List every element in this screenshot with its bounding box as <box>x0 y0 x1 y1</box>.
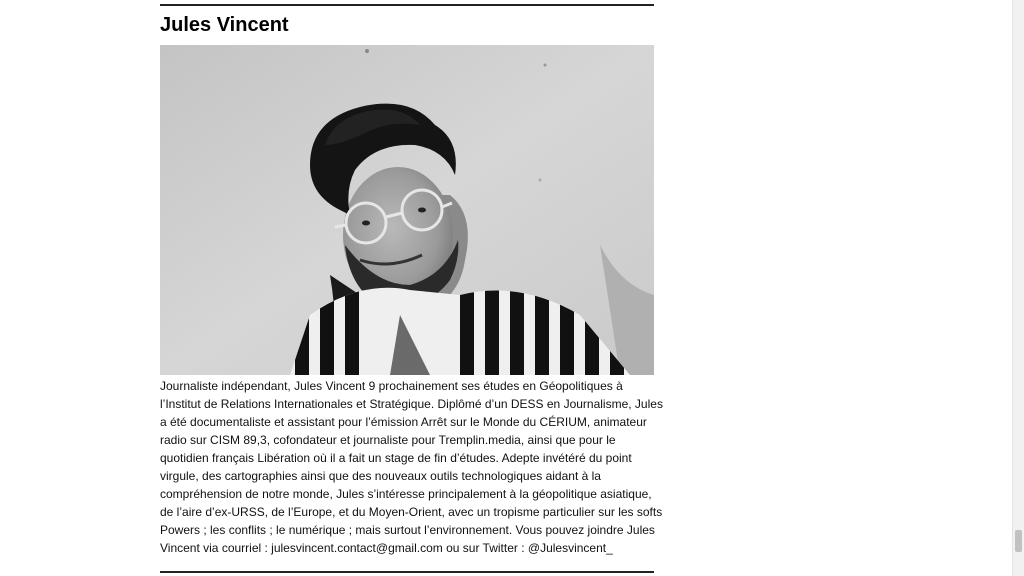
bio-line: de l’aire d’ex-URSS, de l’Europe, et du Moyen-Orient, avec un tropisme particulier sur les softs <box>160 505 663 519</box>
bio-line: Vincent via courriel : julesvincent.contact@gmail.com ou sur Twitter : @Julesvincent_ <box>160 541 613 555</box>
portrait-photo-icon <box>160 45 654 375</box>
bio-line: l’Institut de Relations Internationales et Stratégique. Diplômé d’un DESS en Journalisme, Jules <box>160 397 663 411</box>
bottom-divider <box>160 571 654 573</box>
vertical-scrollbar[interactable] <box>1012 0 1024 576</box>
bio-line: a été documentaliste et assistant pour l’émission Arrêt sur le Monde du CÉRIUM, animateur <box>160 415 647 429</box>
bio-line: virgule, des cartographies ainsi que des nouveaux outils technologiques aidant à la <box>160 469 601 483</box>
author-bio <box>160 377 663 557</box>
bio-line: radio sur CISM 89,3, cofondateur et journaliste pour Tremplin.media, ainsi que pour le <box>160 433 616 447</box>
top-divider <box>160 4 654 6</box>
author-photo <box>160 45 654 375</box>
bio-line: compréhension de notre monde, Jules s’intéresse principalement à la géopolitique asiatique, <box>160 487 652 501</box>
bio-line: Journaliste indépendant, Jules Vincent 9 prochainement ses études en Géopolitiques à <box>160 379 623 393</box>
scrollbar-thumb[interactable] <box>1015 530 1022 552</box>
bio-line: quotidien français Libération où il a fait un stage de fin d’études. Adepte invétéré du point <box>160 451 632 465</box>
bio-line: Powers ; les conflits ; le numérique ; mais surtout l’environnement. Vous pouvez joindre Jules <box>160 523 655 537</box>
author-name-heading: Jules Vincent <box>160 14 289 36</box>
